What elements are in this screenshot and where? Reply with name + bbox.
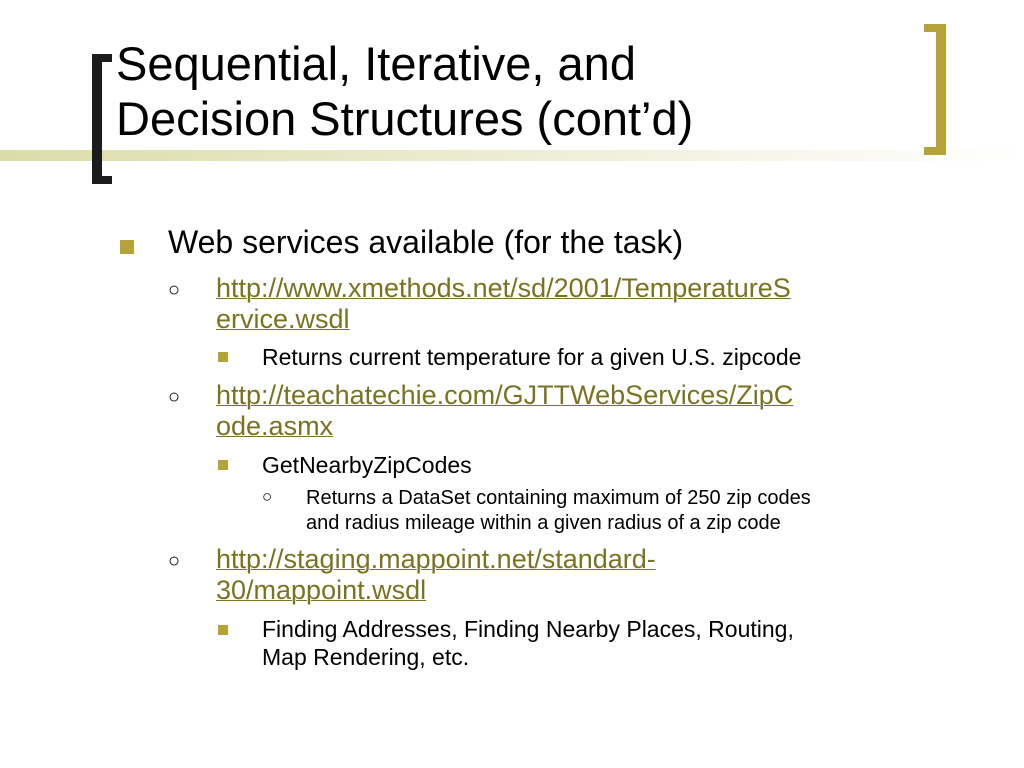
circle-bullet-icon: ○ (262, 487, 273, 506)
square-bullet-icon (218, 625, 228, 635)
desc-line-2: and radius mileage within a given radius of a zip code (306, 512, 781, 534)
link-temperature-service[interactable] (216, 273, 791, 335)
desc-getnearbyzipcodes (306, 486, 811, 536)
link-line-2[interactable]: ode.asmx (216, 411, 334, 441)
circle-bullet-icon: ○ (168, 386, 181, 408)
link-line-2[interactable]: ervice.wsdl (216, 304, 350, 334)
link-line-1[interactable]: http://staging.mappoint.net/standard- (216, 544, 656, 574)
link-mappoint-service[interactable] (216, 544, 656, 606)
desc-mappoint (262, 615, 794, 671)
desc-line-1: Returns a DataSet containing maximum of 250 zip codes (306, 487, 811, 509)
link-line-2[interactable]: 30/mappoint.wsdl (216, 575, 427, 605)
square-bullet-icon (218, 352, 228, 362)
circle-bullet-icon: ○ (168, 279, 181, 301)
desc-line-2: Map Rendering, etc. (262, 644, 470, 670)
square-bullet-icon (218, 460, 228, 470)
square-bullet-icon (120, 240, 134, 254)
circle-bullet-icon: ○ (168, 550, 181, 572)
bullet-web-services: Web services available (for the task) (168, 224, 684, 260)
link-line-1[interactable]: http://www.xmethods.net/sd/2001/TemperatureS (216, 273, 791, 303)
desc-temperature: Returns current temperature for a given U.S. zipcode (262, 344, 802, 370)
link-zipcode-service[interactable] (216, 380, 793, 442)
title-line-2: Decision Structures (cont’d) (116, 92, 694, 145)
desc-line-1: Finding Addresses, Finding Nearby Places, Routing, (262, 616, 794, 642)
link-line-1[interactable]: http://teachatechie.com/GJTTWebServices/ZipC (216, 380, 794, 410)
method-getnearbyzipcodes: GetNearbyZipCodes (262, 452, 472, 478)
title-line-1: Sequential, Iterative, and (116, 37, 636, 90)
